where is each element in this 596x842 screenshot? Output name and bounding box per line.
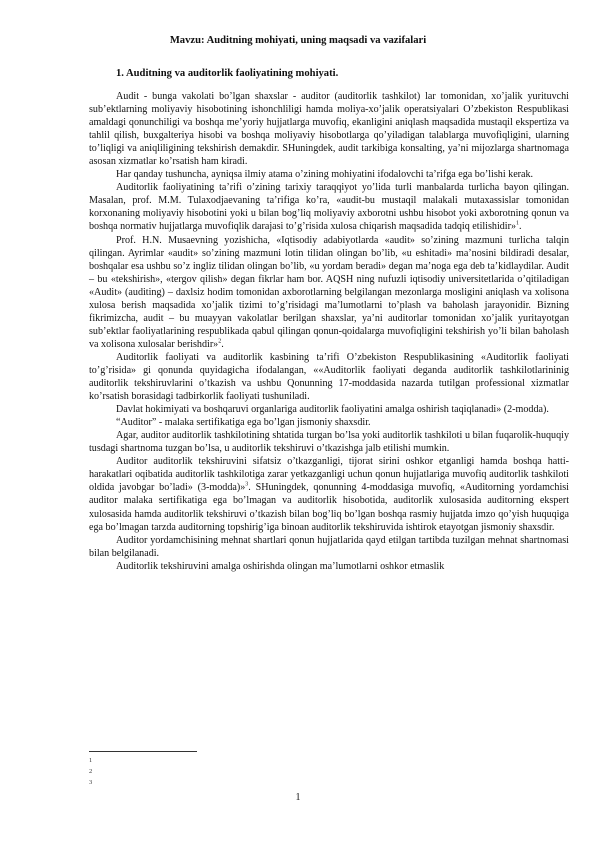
paragraph: Auditorlik faoliyati va auditorlik kasbining ta’rifi O’zbekiston Respublikasining «Auditorlik faoliyati to’g’risida» gi qonunda quyidagicha ifodalangan, ««Auditorlik faoliyati deganda auditorlik tashkilotlarininig auditorlik tekshiruvlarini o’tkazish va ushbu Qonunning 17-moddasida nazarda tutilgan professional xizmatlar ko’rsatish borasidagi tadbirkorlik faoliyati tushuniladi. [89, 351, 569, 403]
paragraph [89, 455, 569, 533]
paragraph: Auditorlik tekshiruvini amalga oshirishda olingan ma’lumotlarni oshkor etmaslik [116, 560, 445, 572]
document-body [89, 90, 569, 573]
paragraph-text: Auditorlik faoliyatining ta’rifi o’zining tarixiy taraqqiyot yo’lida turli manbalarda turlicha bayon qilingan. Masalan, prof. M.M. Tulaxodjaevaning ta’rifiga ko’ra, «audit-bu mustaqil malakali mutaxassislar tomonidan korxonaning moliyaviy hisobotini yoki u bilan bog’liq moliyaviy axborotni ushbu hisobot yoki axborotning qonun va boshqa normativ hujjatlarga muvofiqlik darajasi to’g’risida xulosa chiqarish maqsadida tadqiq etilishidir» [89, 182, 569, 233]
paragraph: Audit - bunga vakolati bo’lgan shaxslar - auditor (auditorlik tashkilot) lar tomonidan, xo’jalik yurituvchi sub’ektlarning moliyaviy hisobotining ishonchliligi hamda moliya-xo’jalik operatsiyalari O’zbekiston Respublikasi amaldagi qonunchiligi va boshqa me’yoriy hujjatlarga muvofiq, ekanligini aniqlash maqsadida mustaqil ekspertiza va tahlil qilish, buxgalteriya hisobi va boshqa moliyaviy hisobotlarga qo’yiladigan talablarga muvofiqligini, ularning to’liqligi va aniqliligining tekshirish demakdir. SHuningdek, audit tarkibiga konsalting, ya’ni mijozlarga shartnomaga asosan xizmatlar ko’rsatish ham kiradi. [89, 91, 569, 168]
footnote-ref: 2 [218, 338, 222, 345]
section-heading: 1. Auditning va auditorlik faoliyatining mohiyati. [116, 68, 339, 79]
paragraph: Agar, auditor auditorlik tashkilotining shtatida turgan bo’lsa yoki auditorlik tashkiloti u bilan fuqarolik-huquqiy tusdagi shartnoma tuzgan bo’lsa, u auditorlik tekshiruvi o’tkazishga jalb etilishi mumkin. [89, 430, 569, 455]
paragraph: Auditor yordamchisining mehnat shartlari qonun hujjatlarida qayd etilgan tartibda tuzilgan mehnat shartnomasi bilan belgilanadi. [89, 534, 569, 559]
footnote-ref: 3 [245, 482, 249, 489]
paragraph: Prof. H.N. Musaevning yozishicha, «Iqtisodiy adabiyotlarda «audit» so’zining mazmuni turlicha talqin qilingan. Ayrimlar «audit» so’zining mazmuni lotin tilidan olingan bo’lib, «u eshitadi» ma’nosini bildiradi desalar, boshqalar esa ushbu so’z ingliz tilidan olingan bo’lib, «u yordam beradi» degan ma’noga ega deb ta’kidlaydilar. Audit – bu «tekshirish», «tergov qilish» degan fikrlar ham bor. AQSH ning nufuzli iqtisodiy universitetlarida o’qitiladigan «Audit» (auditing) – daxlsiz hodim tomonidan axborotlarning belgilangan mezonlarga mosligini aniqlash va xolisona xulosa berish maqsadida xo’jalik tizimi to’g’risidagi ma’lumotlarni to’plash va baholash jarayonidir. Bizning fikrimizcha, audit – bu muayyan vakolatlar berilgan shaxslar, ya’ni auditorlar tomonidan xo’jalik yuritayotgan sub’ektlar faoliyatlarining respublikada qabul qilingan qonun-qoidalarga muvofiqligini tekshirish yo’li bilan baholash va xolisona xulosalar berishdir»$^2$. [89, 234, 569, 350]
footnote-ref: 1 [516, 221, 520, 228]
page-number: 1 [295, 792, 301, 803]
paragraph-text-continued: . SHuningdek, qonunning 4-moddasiga muvofiq, «Auditorning yordamchisi auditor malaka sertifikatiga ega bo’lmagan va auditorlik hisobotida, auditorlik xulosasida auditorning ekspert xulosasida hamda auditorlik tekshiruvi o’tkazish bilan bog’liq bo’lgan boshqa rasmiy hujjatda imzo qo’yish huquqiga ega bo’lmagan tarzda auditorning topshirig’iga binoan auditorlik tekshiruvida ishtirok etayotgan jismoniy shaxsdir. [89, 482, 569, 533]
paragraph: “Auditor” - malaka sertifikatiga ega bo’lgan jismoniy shaxsdir. [116, 417, 371, 429]
paragraph: Davlat hokimiyati va boshqaruvi organlariga auditorlik faoliyatini amalga oshirish taqiqlanadi» (2-modda). [116, 404, 549, 416]
footnote-3: 3 [89, 779, 93, 786]
paragraph: Har qanday tushuncha, ayniqsa ilmiy atama o’zining mohiyatini ifodalovchi ta’rifga ega bo’lishi kerak. [116, 169, 534, 181]
paragraph-text: Auditor auditorlik tekshiruvini sifatsiz o’tkazganligi, tijorat sirini oshkor etganligi hamda boshqa hatti-harakatlari oqibatida auditorlik tashkilotiga zarar yetkazganligi uchun qonun hujjatlariga muvofiq auditorlik tashkiloti oldida javobgar bo’ladi» (3-modda)» [89, 456, 569, 494]
paragraph-text: Prof. H.N. Musaevning yozishicha, «Iqtisodiy adabiyotlarda «audit» so’zining mazmuni turlicha talqin qilingan. Ayrimlar «audit» so’zining mazmuni lotin tilidan olingan bo’lib, «u eshitadi» ma’nosini bildiradi desalar, boshqalar esa ushbu so’z ingliz tilidan olingan bo’lib, «u yordam beradi» degan ma’noga ega deb ta’kidlaydilar. Audit – bu «tekshirish», «tergov qilish» degan fikrlar ham bor. AQSH ning nufuzli iqtisodiy universitetlarida o’qitiladigan «Audit» (auditing) – daxlsiz hodim tomonidan axborotlarning belgilangan mezonlarga mosligini aniqlash va xolisona xulosa berish maqsadida xo’jalik tizimi to’g’risidagi ma’lumotlarni to’plash va baholash jarayonidir. Bizning fikrimizcha, audit – bu muayyan vakolatlar berilgan shaxslar, ya’ni auditorlar tomonidan xo’jalik yuritayotgan sub’ektlar faoliyatlarining respublikada qabul qilingan qonun-qoidalarga muvofiqligini tekshirish yo’li bilan baholash va xolisona xulosalar berishdir» [89, 234, 569, 350]
footnote-1: 1 [89, 757, 93, 764]
document-title: Mavzu: Auditning mohiyati, uning maqsadi va vazifalari [169, 35, 427, 46]
footnote-separator [89, 751, 197, 752]
footnote-2: 2 [89, 768, 93, 775]
paragraph: Auditorlik faoliyatining ta’rifi o’zining tarixiy taraqqiyot yo’lida turli manbalarda turlicha bayon qilingan. Masalan, prof. M.M. Tulaxodjaevaning ta’rifiga ko’ra, «audit-bu mustaqil malakali mutaxassislar tomonidan korxonaning moliyaviy hisobotini yoki u bilan bog’liq moliyaviy axborotni ushbu hisobot yoki axborotning qonun va boshqa normativ hujjatlarga muvofiqlik darajasi to’g’risida xulosa chiqarish maqsadida tadqiq etilishidir»$^1$. [89, 182, 569, 233]
